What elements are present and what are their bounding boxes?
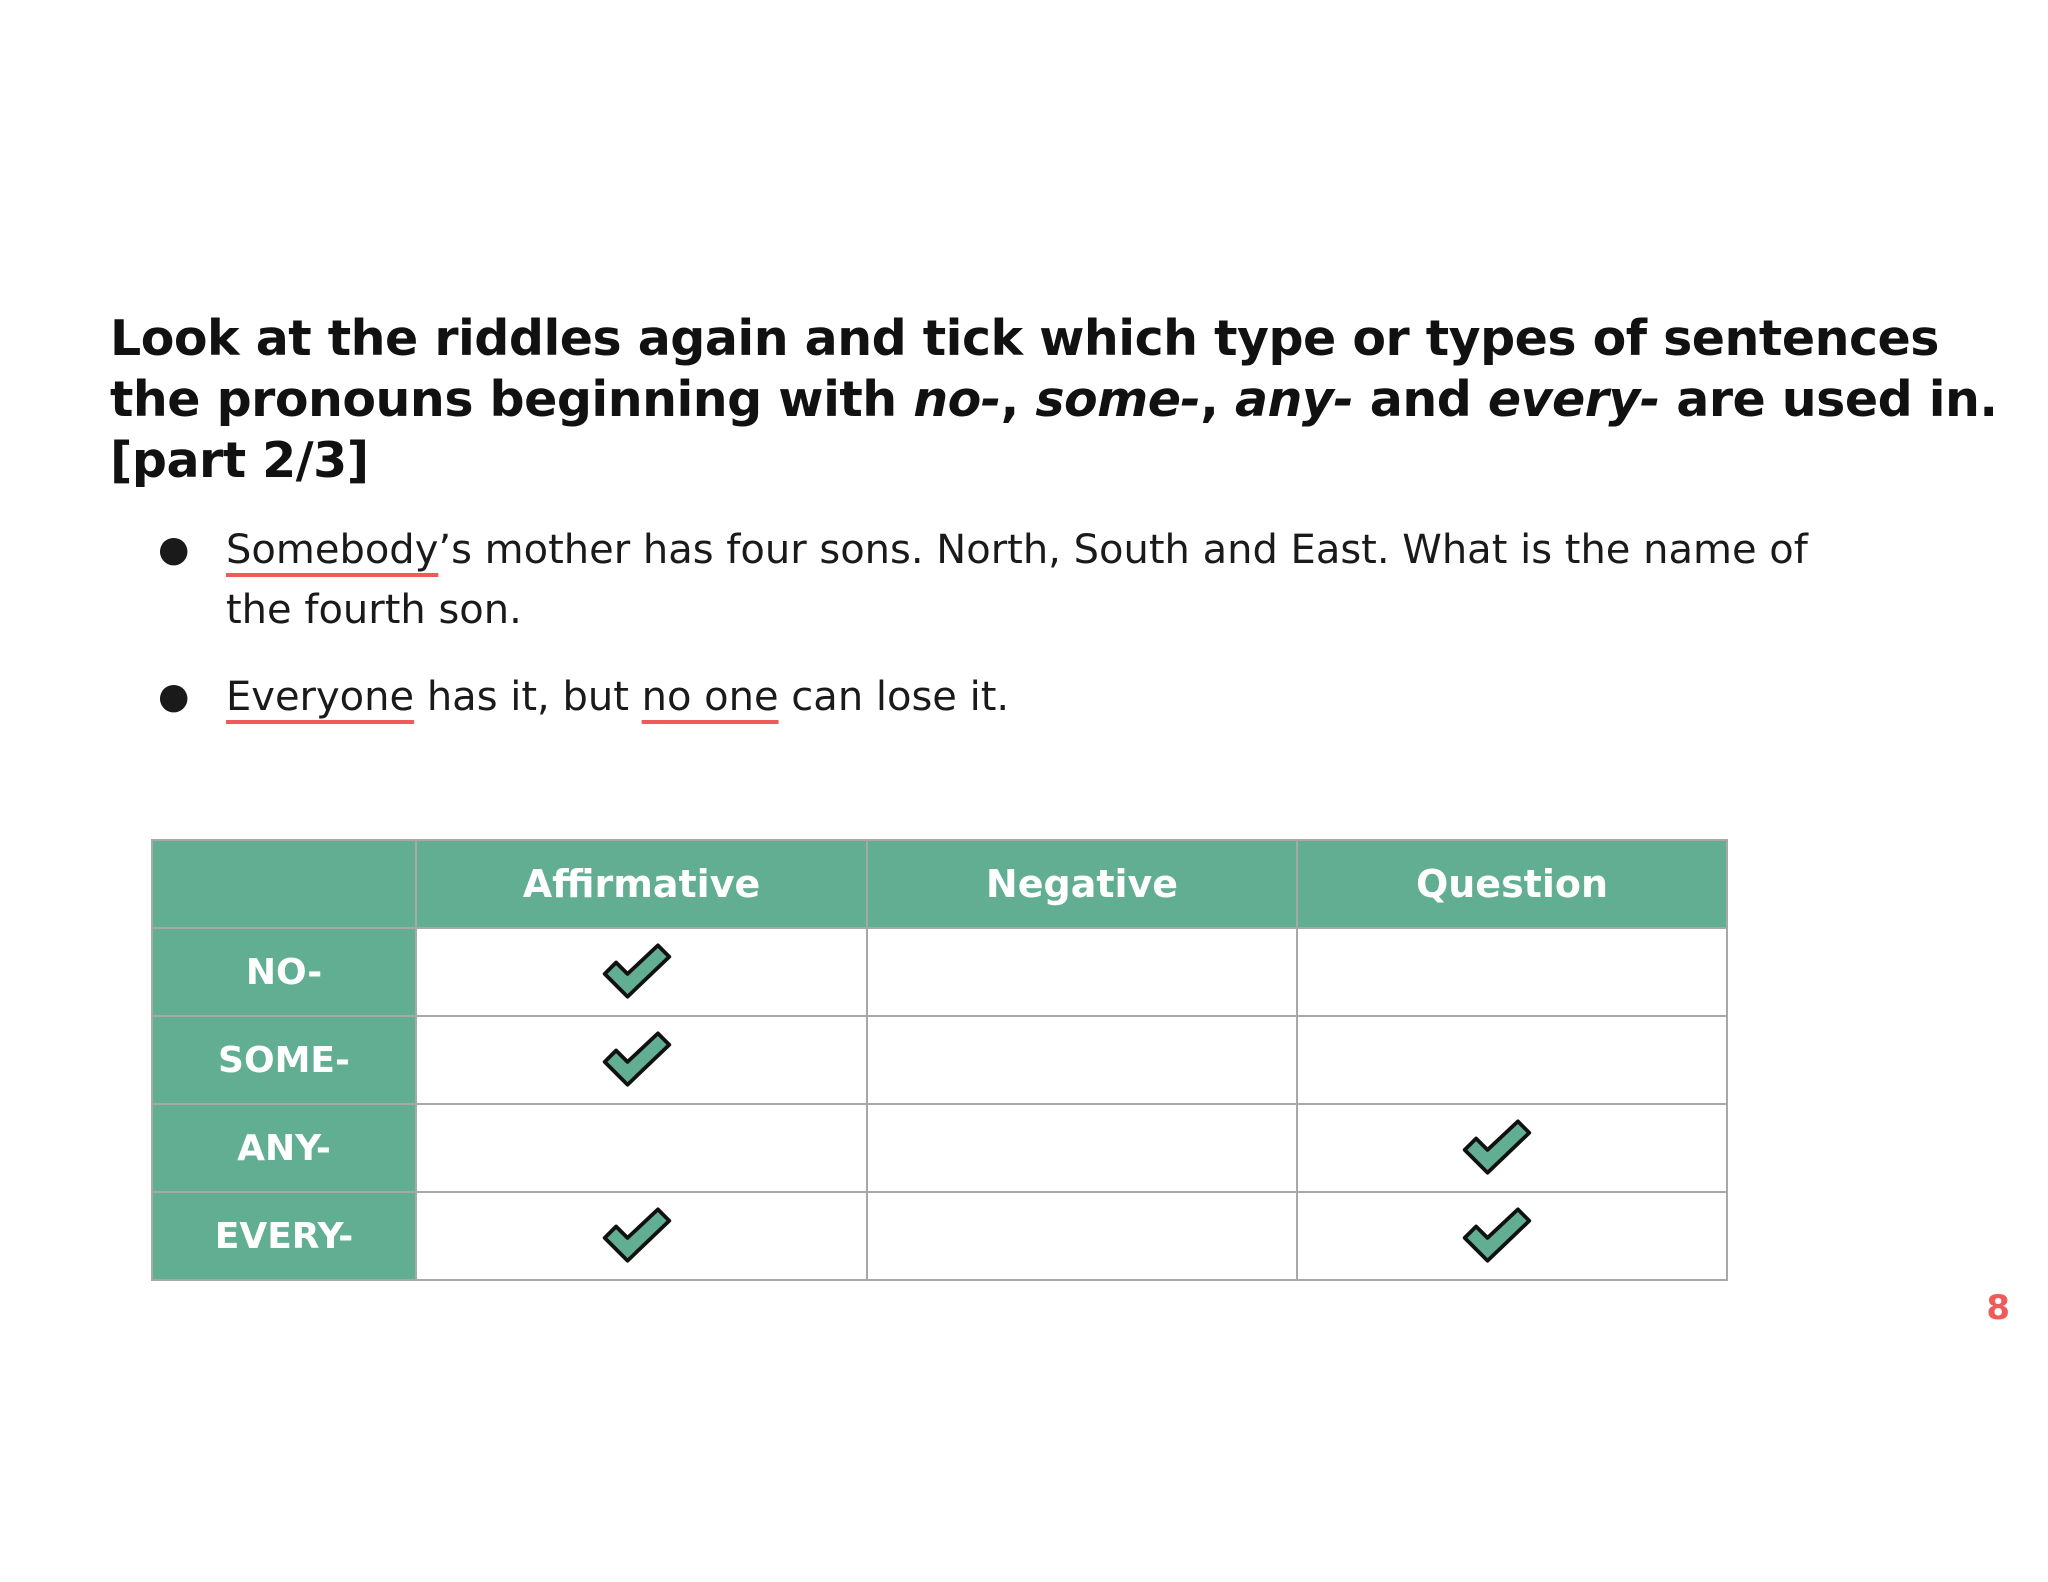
column-header-negative: Negative — [867, 840, 1297, 928]
checkmark-icon — [599, 1204, 675, 1268]
cell-negative — [867, 1104, 1297, 1192]
cell-question — [1297, 928, 1727, 1016]
checkmark-icon — [1459, 1204, 1535, 1268]
riddle-item — [150, 520, 1870, 640]
riddle-text: has it, but — [414, 674, 642, 720]
cell-question — [1297, 1192, 1727, 1280]
row-header: EVERY- — [152, 1192, 416, 1280]
table-row — [152, 1104, 1727, 1192]
row-header: ANY- — [152, 1104, 416, 1192]
table-row — [152, 1016, 1727, 1104]
heading-line-1: Look at the riddles again and tick which type or types of sentences — [110, 310, 1939, 367]
cell-affirmative — [416, 1192, 867, 1280]
riddle-text: can lose it. — [778, 674, 1010, 720]
cell-affirmative — [416, 928, 867, 1016]
cell-question — [1297, 1016, 1727, 1104]
page-number: 8 — [1986, 1288, 2010, 1328]
cell-question — [1297, 1104, 1727, 1192]
heading-line-2: the pronouns beginning with no-, some-, any- and every- are used in. — [110, 371, 1998, 428]
table-row — [152, 928, 1727, 1016]
bullet-icon: ● — [158, 529, 190, 570]
cell-negative — [867, 928, 1297, 1016]
prefix-some: some- — [1035, 371, 1201, 428]
riddle-list — [150, 520, 1870, 727]
riddle-item — [150, 667, 1870, 727]
table-header-row — [152, 840, 1727, 928]
prefix-no: no- — [913, 371, 1001, 428]
checkmark-icon — [599, 1028, 675, 1092]
cell-affirmative — [416, 1104, 867, 1192]
column-header-affirmative: Affirmative — [416, 840, 867, 928]
cell-affirmative — [416, 1016, 867, 1104]
row-header: NO- — [152, 928, 416, 1016]
checkmark-icon — [1459, 1116, 1535, 1180]
prefix-any: any- — [1234, 371, 1354, 428]
riddle-text: ’s mother has four sons. North, South and East. What is the name of the fourth son. — [226, 527, 1808, 633]
checkmark-icon — [599, 940, 675, 1004]
underlined-pronoun: Somebody — [226, 527, 439, 573]
table-row — [152, 1192, 1727, 1280]
column-header-question: Question — [1297, 840, 1727, 928]
sentence-type-table — [151, 839, 1728, 1281]
heading-part-label: [part 2/3] — [110, 432, 369, 489]
underlined-pronoun: no one — [641, 674, 779, 720]
row-header: SOME- — [152, 1016, 416, 1104]
exercise-heading — [110, 308, 1998, 491]
bullet-icon: ● — [158, 676, 190, 717]
cell-negative — [867, 1192, 1297, 1280]
underlined-pronoun: Everyone — [226, 674, 415, 720]
cell-negative — [867, 1016, 1297, 1104]
prefix-every: every- — [1487, 371, 1660, 428]
table-corner-cell — [152, 840, 416, 928]
